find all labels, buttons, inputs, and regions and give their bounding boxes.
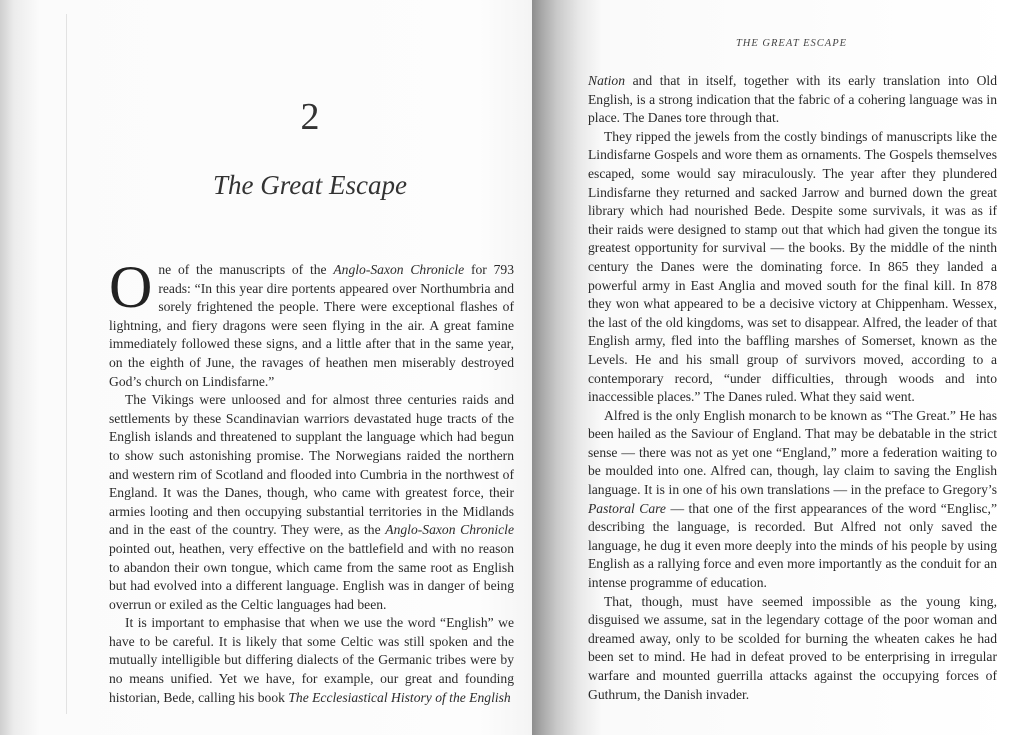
- italic-title: Nation: [588, 73, 626, 88]
- drop-cap: O: [109, 254, 153, 320]
- right-page: [532, 0, 1019, 735]
- italic-title: The Ecclesiastical History of the English: [288, 689, 511, 705]
- paragraph-1: They ripped the jewels from the costly bindings of manuscripts like the Lindisfarne Gospels and wore them as ornaments. The Gospels themselves escaped, some would say miraculously. The year after they plundered Lindisfarne they returned and sacked Jarrow and burned down the great library which had nourished Bede. Despite some survivals, it was as if their raids were designed to stamp out that which had given the tongue its greatest opportunity for survival — the books. By the middle of the ninth century the Danes were the dominating force. In 865 they landed a powerful army in East Anglia and moved south for the final kill. In 878 they won what appeared to be a decisive victory at Chippenham. Wessex, the last of the old kingdoms, was set to disappear. Alfred, the leader of that English army, fled into the baffling marshes of Somerset, known as the Levels. He and his small group of survivors moved, according to a contemporary record, “under difficulties, through woods and into inaccessible places.” The Danes ruled. What they said went.: [588, 128, 997, 405]
- italic-title: Anglo-Saxon Chronicle: [385, 522, 514, 538]
- chapter-number: 2: [300, 96, 320, 138]
- paragraph-continued: Nation and that in itself, together with its early translation into Old English, is a strong indication that the fabric of a cohering language was in place. The Danes tore through that.: [588, 73, 997, 126]
- paragraph-2: The Vikings were unloosed and for almost three centuries raids and settlements by these Scandinavian warriors devastated huge tracts of the English islands and threatened to supplant the language which had begun to show such astonishing promise. The Norwegians raided the northern and western rim of Scotland and flooded into Cumbria in the northwest of England. It was the Danes, though, who came with greatest force, their armies looting and then occupying substantial territories in the Midlands and in the east of the country. They were, as the Anglo-Saxon Chronicle pointed out, heathen, very effective on the battlefield and with no reason to abandon their own tongue, which came from the same root as English but had evolved into a different language. English was in danger of being overrun or exiled as the Celtic languages had been.: [109, 392, 514, 612]
- left-body-text: [109, 254, 514, 707]
- italic-title: Pastoral Care: [588, 500, 666, 516]
- paragraph-1: One of the manuscripts of the Anglo-Saxon Chronicle for 793 reads: “In this year dire portents appeared over Northumbria and sorely frightened the people. There were exceptional flashes of lightning, and fiery dragons were seen flying in the air. A great famine immediately followed these signs, and a little after that in the same year, on the eighth of June, the ravages of heathen men miserably destroyed God’s church on Lindisfarne.”: [109, 254, 514, 389]
- right-body-text: [588, 72, 997, 704]
- paragraph-3: That, though, must have seemed impossible as the young king, disguised we assume, sat in the legendary cottage of the poor woman and dreamed away, only to be scolded for burning the wheaten cakes he had been set to mind. He had in defeat proved to be enterprising in irregular warfare and mounted guerrilla attacks against the occupying forces of Guthrum, the Danish invader.: [588, 593, 997, 702]
- running-head: THE GREAT ESCAPE: [735, 38, 848, 49]
- paragraph-3: It is important to emphasise that when we use the word “English” we have to be careful. It is likely that some Celtic was still spoken and the mutually intelligible but differing dialects of the Germanic tribes were by no means unified. Yet we have, for example, our great and founding historian, Bede, calling his book The Ecclesiastical History of the English: [109, 615, 514, 705]
- paragraph-2: Alfred is the only English monarch to be known as “The Great.” He has been hailed as the Saviour of England. That may be debatable in the strict sense — there was not as yet one “England,” more a federation waiting to be moulded into one. Alfred can, though, lay claim to saving the English language. It is in one of his own translations — in the preface to Gregory’s Pastoral Care — that one of the first appearances of the word “Englisc,” describing the language, is recorded. But Alfred not only saved the language, he dug it even more deeply into the minds of his people by using English as a rallying force and even more importantly as the conduit for an intense programme of education.: [588, 407, 997, 591]
- italic-title: Anglo-Saxon Chronicle: [333, 262, 465, 277]
- chapter-title: The Great Escape: [213, 170, 407, 200]
